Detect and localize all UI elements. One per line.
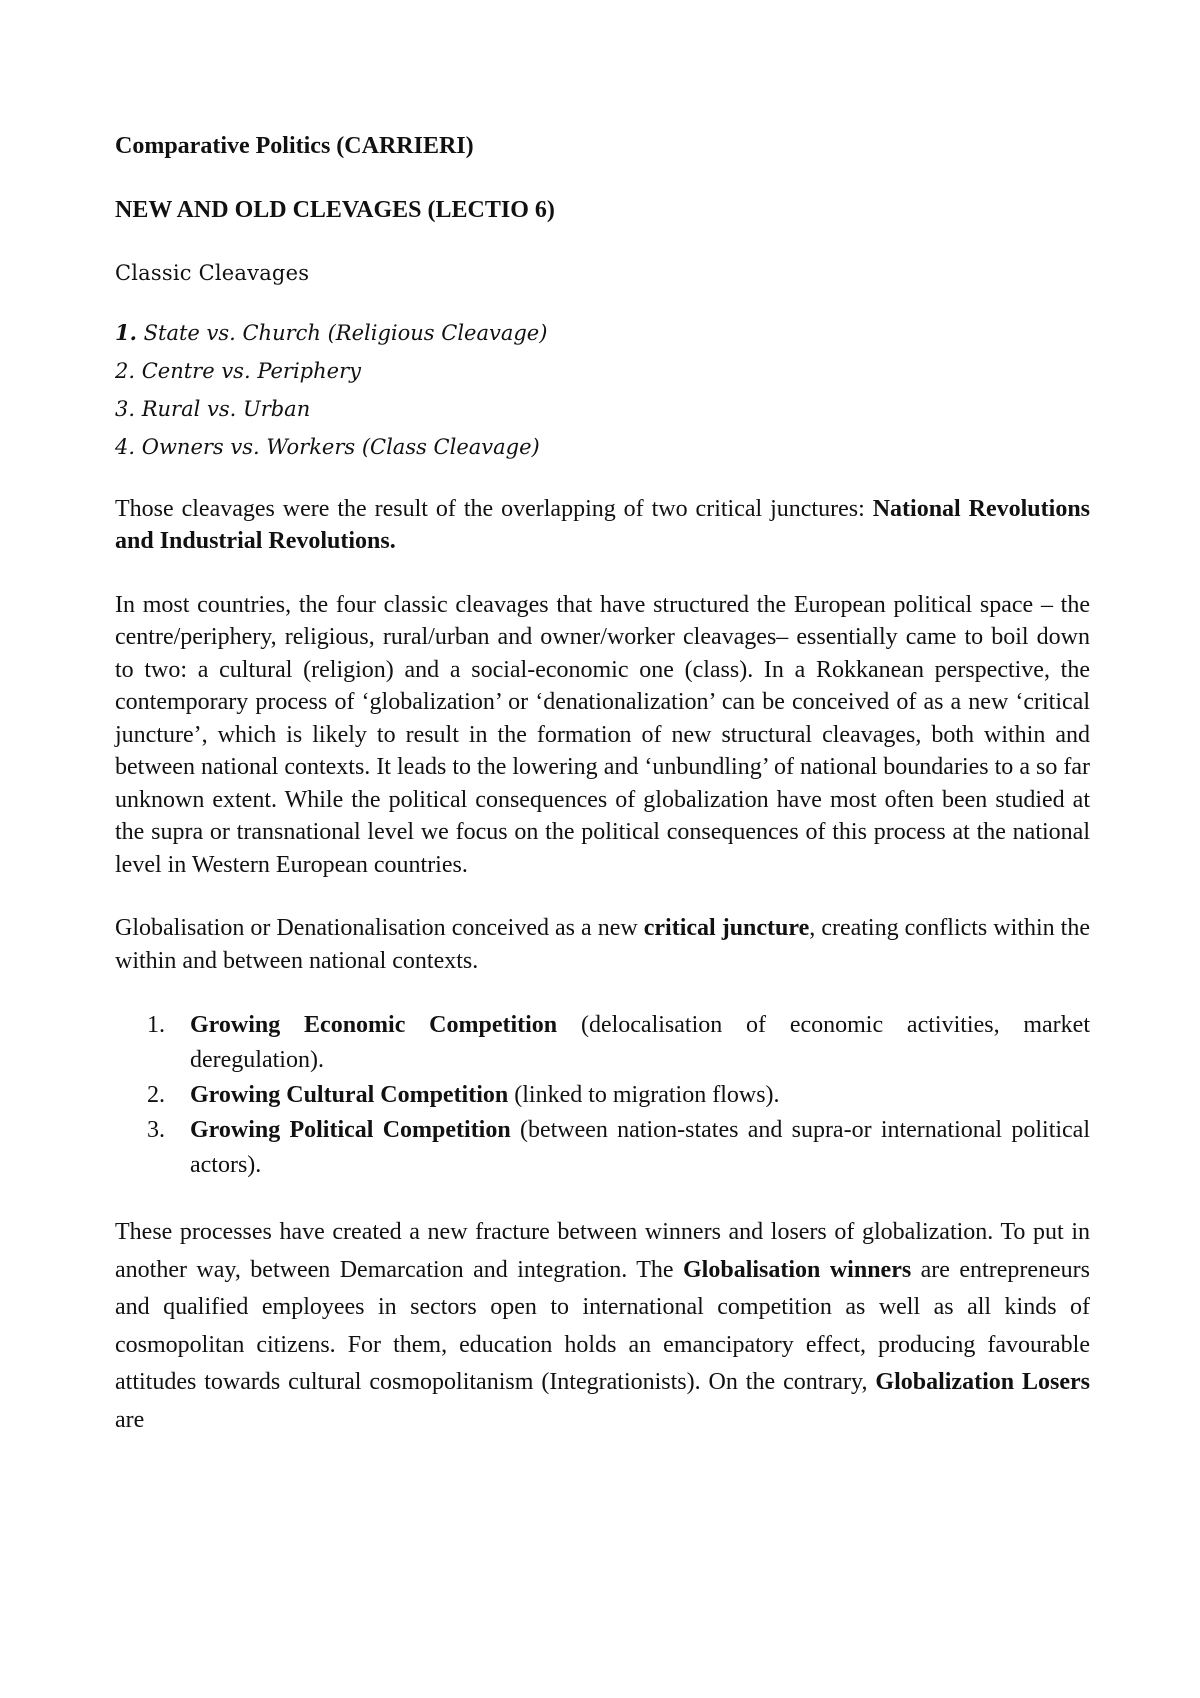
list-item [115, 352, 1090, 390]
list-item-number: 2. [147, 1082, 165, 1108]
list-item-emphasis: Growing Political Competition [190, 1117, 511, 1143]
paragraph-text: are [115, 1406, 145, 1433]
document-page [115, 130, 1090, 1470]
list-item-number: 4. [115, 434, 136, 459]
list-item-number: 3. [115, 396, 136, 421]
list-item [115, 390, 1090, 428]
list-item-number: 1. [115, 319, 137, 345]
list-item-text: (between nation-states and supra-or international political actors). [190, 1117, 1090, 1178]
paragraph-text: Globalisation or Denationalisation conceived as a new [115, 915, 644, 941]
list-item-emphasis: Growing Economic Competition [190, 1012, 558, 1038]
list-item [115, 1113, 1090, 1183]
list-item-text: (delocalisation of economic activities, market deregulation). [190, 1012, 1090, 1073]
classic-cleavages-list [115, 314, 1090, 466]
paragraph-text: , creating conflicts within the within and between national contexts. [115, 915, 1090, 974]
list-item-number: 2. [115, 358, 136, 383]
list-item [115, 314, 1090, 352]
paragraph-emphasis: critical juncture [643, 915, 810, 941]
winners-losers-paragraph [115, 1214, 1090, 1439]
list-item-text: Rural vs. Urban [135, 396, 311, 421]
list-item [115, 1008, 1090, 1078]
critical-junctures-paragraph [115, 493, 1090, 558]
lecture-title: NEW AND OLD CLEVAGES (LECTIO 6) [115, 196, 555, 223]
document-title: Comparative Politics (CARRIERI) [115, 133, 474, 159]
list-item-emphasis: Growing Cultural Competition [190, 1082, 509, 1108]
list-item-number: 1. [147, 1012, 165, 1038]
competition-list [115, 1008, 1090, 1183]
classic-cleavages-heading: Classic Cleavages [115, 261, 310, 285]
paragraph-text: These processes have created a new fracture between winners and losers of globalization. To put in another way, between Demarcation and integration. The [115, 1219, 1090, 1283]
list-item-content [190, 1113, 1090, 1183]
paragraph-emphasis: Globalisation winners [683, 1256, 912, 1283]
paragraph-text: Those cleavages were the result of the overlapping of two critical junctures: [115, 495, 873, 522]
list-item [115, 428, 1090, 466]
paragraph-emphasis: National Revolutions and Industrial Revolutions. [115, 495, 1091, 554]
globalization-paragraph: In most countries, the four classic cleavages that have structured the European political space – the centre/periphery, religious, rural/urban and owner/worker cleavages– essentially came to boil down to two: a cultural (religion) and a social-economic one (class). In a Rokkanean perspective, the contemporary process of ‘globalization’ or ‘denationalization’ can be conceived of as a new ‘critical juncture’, which is likely to result in the formation of new structural cleavages, both within and between national contexts. It leads to the lowering and ‘unbundling’ of national boundaries to a so far unknown extent. While the political consequences of globalization have most often been studied at the supra or transnational level we focus on the political consequences of this process at the national level in Western European countries. [115, 591, 1090, 878]
list-item [115, 1078, 1090, 1113]
paragraph-emphasis: Globalization Losers [875, 1369, 1091, 1395]
list-item-content [190, 1078, 1090, 1113]
paragraph-text: are entrepreneurs and qualified employees in sectors open to international competition as well as all kinds of cosmopolitan citizens. For them, education holds an emancipatory effect, producing favourable attitudes towards cultural cosmopolitanism (Integrationists). On the contrary, [115, 1256, 1090, 1395]
list-item-number: 3. [147, 1117, 165, 1143]
list-item-content [190, 1008, 1090, 1078]
denationalisation-paragraph [115, 912, 1090, 977]
list-item-text: Owners vs. Workers (Class Cleavage) [135, 434, 540, 459]
list-item-text: (linked to migration flows). [508, 1082, 780, 1108]
list-item-text: Centre vs. Periphery [135, 358, 361, 383]
list-item-text: State vs. Church (Religious Cleavage) [136, 320, 548, 345]
